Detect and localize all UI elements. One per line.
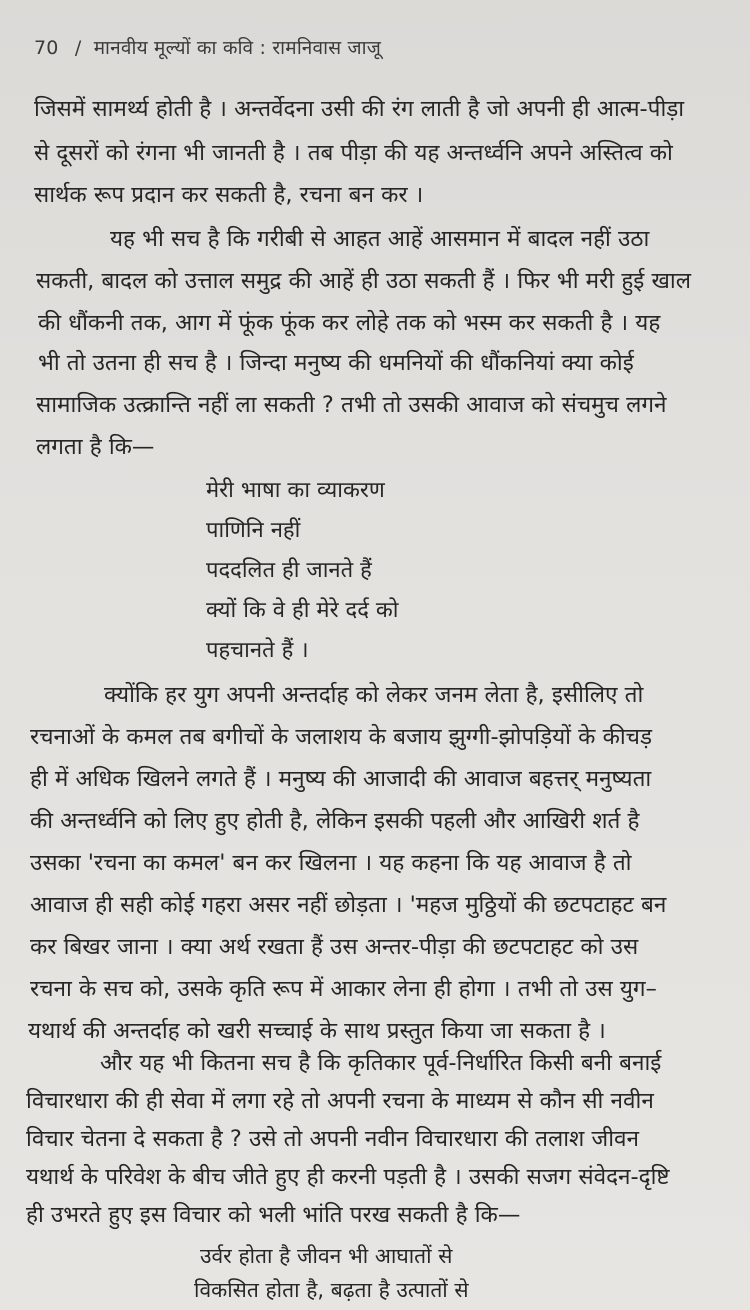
para2-line: यह भी सच है कि गरीबी से आहत आहें आसमान में बादल नहीं उठा — [110, 226, 650, 252]
verse1-line: मेरी भाषा का व्याकरण — [206, 478, 385, 503]
para1-line: जिसमें सामर्थ्य होती है । अन्तर्वेदना उसी की रंग लाती है जो अपनी ही आत्म-पीड़ा — [34, 96, 685, 122]
para2-line: भी तो उतना ही सच है । जिन्दा मनुष्य की धमनियों की धौंकनियां क्या कोई — [38, 350, 634, 376]
para4-line: विचार चेतना दे सकता है ? उसे तो अपनी नवीन विचारधारा की तलाश जीवन — [26, 1126, 640, 1152]
para1-line: सार्थक रूप प्रदान कर सकती है, रचना बन कर । — [34, 182, 424, 208]
para4-line: विचारधारा की ही सेवा में लगा रहे तो अपनी रचना के माध्यम से कौन सी नवीन — [26, 1088, 654, 1114]
para3-line: उसका 'रचना का कमल' बन कर खिलना । यह कहना कि यह आवाज है तो — [30, 850, 632, 876]
para1-line: से दूसरों को रंगना भी जानती है । तब पीड़ा की यह अन्तर्ध्वनि अपने अस्तित्व को — [34, 140, 673, 166]
para3-line: रचनाओं के कमल तब बगीचों के जलाशय के बजाय झुग्गी-झोपड़ियों के कीचड़ — [30, 724, 653, 750]
running-header — [34, 34, 381, 60]
para2-line: की धौंकनी तक, आग में फूंक फूंक कर लोहे तक को भस्म कर सकती है । यह — [38, 310, 661, 336]
para4-line: ही उभरते हुए इस विचार को भली भांति परख सकती है कि— — [26, 1202, 521, 1228]
para3-line: क्योंकि हर युग अपनी अन्तर्दाह को लेकर जनम लेता है, इसीलिए तो — [104, 682, 644, 708]
verse1-line: क्यों कि वे ही मेरे दर्द को — [206, 598, 399, 623]
verse1-line: पददलित ही जानते हैं — [206, 558, 372, 583]
para3-line: आवाज ही सही कोई गहरा असर नहीं छोड़ता । 'महज मुठ्ठियों की छटपटाहट बन — [30, 892, 667, 918]
para3-line: यथार्थ की अन्तर्दाह को खरी सच्चाई के साथ प्रस्तुत किया जा सकता है । — [28, 1018, 606, 1044]
para3-line: की अन्तर्ध्वनि को लिए हुए होती है, लेकिन इसकी पहली और आखिरी शर्त है — [30, 808, 640, 834]
para4-line: यथार्थ के परिवेश के बीच जीते हुए ही करनी पड़ती है । उसकी सजग संवेदन-दृष्टि — [26, 1164, 670, 1190]
page-number: 70 — [34, 37, 59, 59]
verse2-line: उर्वर होता है जीवन भी आघातों से — [200, 1244, 453, 1268]
para3-line: कर बिखर जाना । क्या अर्थ रखता हैं उस अन्तर-पीड़ा की छटपटाहट को उस — [30, 934, 639, 960]
header-separator: / — [74, 37, 82, 59]
book-title: मानवीय मूल्यों का कवि : रामनिवास जाजू — [93, 37, 382, 59]
para3-line: ही में अधिक खिलने लगते हैं । मनुष्य की आजादी की आवाज बहत्तर् मनुष्यता — [30, 766, 652, 792]
para3-line: रचना के सच को, उसके कृति रूप में आकार लेना ही होगा । तभी तो उस युग– — [30, 976, 657, 1002]
verse1-line: पहचानते हैं । — [206, 638, 309, 663]
verse1-line: पाणिनि नहीं — [206, 518, 301, 543]
para2-line: लगता है कि— — [36, 434, 155, 460]
para2-line: सकती, बादल को उत्ताल समुद्र की आहें ही उठा सकती हैं । फिर भी मरी हुई खाल — [36, 268, 691, 294]
para4-line: और यह भी कितना सच है कि कृतिकार पूर्व-निर्धारित किसी बनी बनाई — [100, 1050, 662, 1076]
para2-line: सामाजिक उत्क्रान्ति नहीं ला सकती ? तभी तो उसकी आवाज को संचमुच लगने — [36, 392, 667, 418]
verse2-line: विकसित होता है, बढ़ता है उत्पातों से — [194, 1278, 469, 1302]
